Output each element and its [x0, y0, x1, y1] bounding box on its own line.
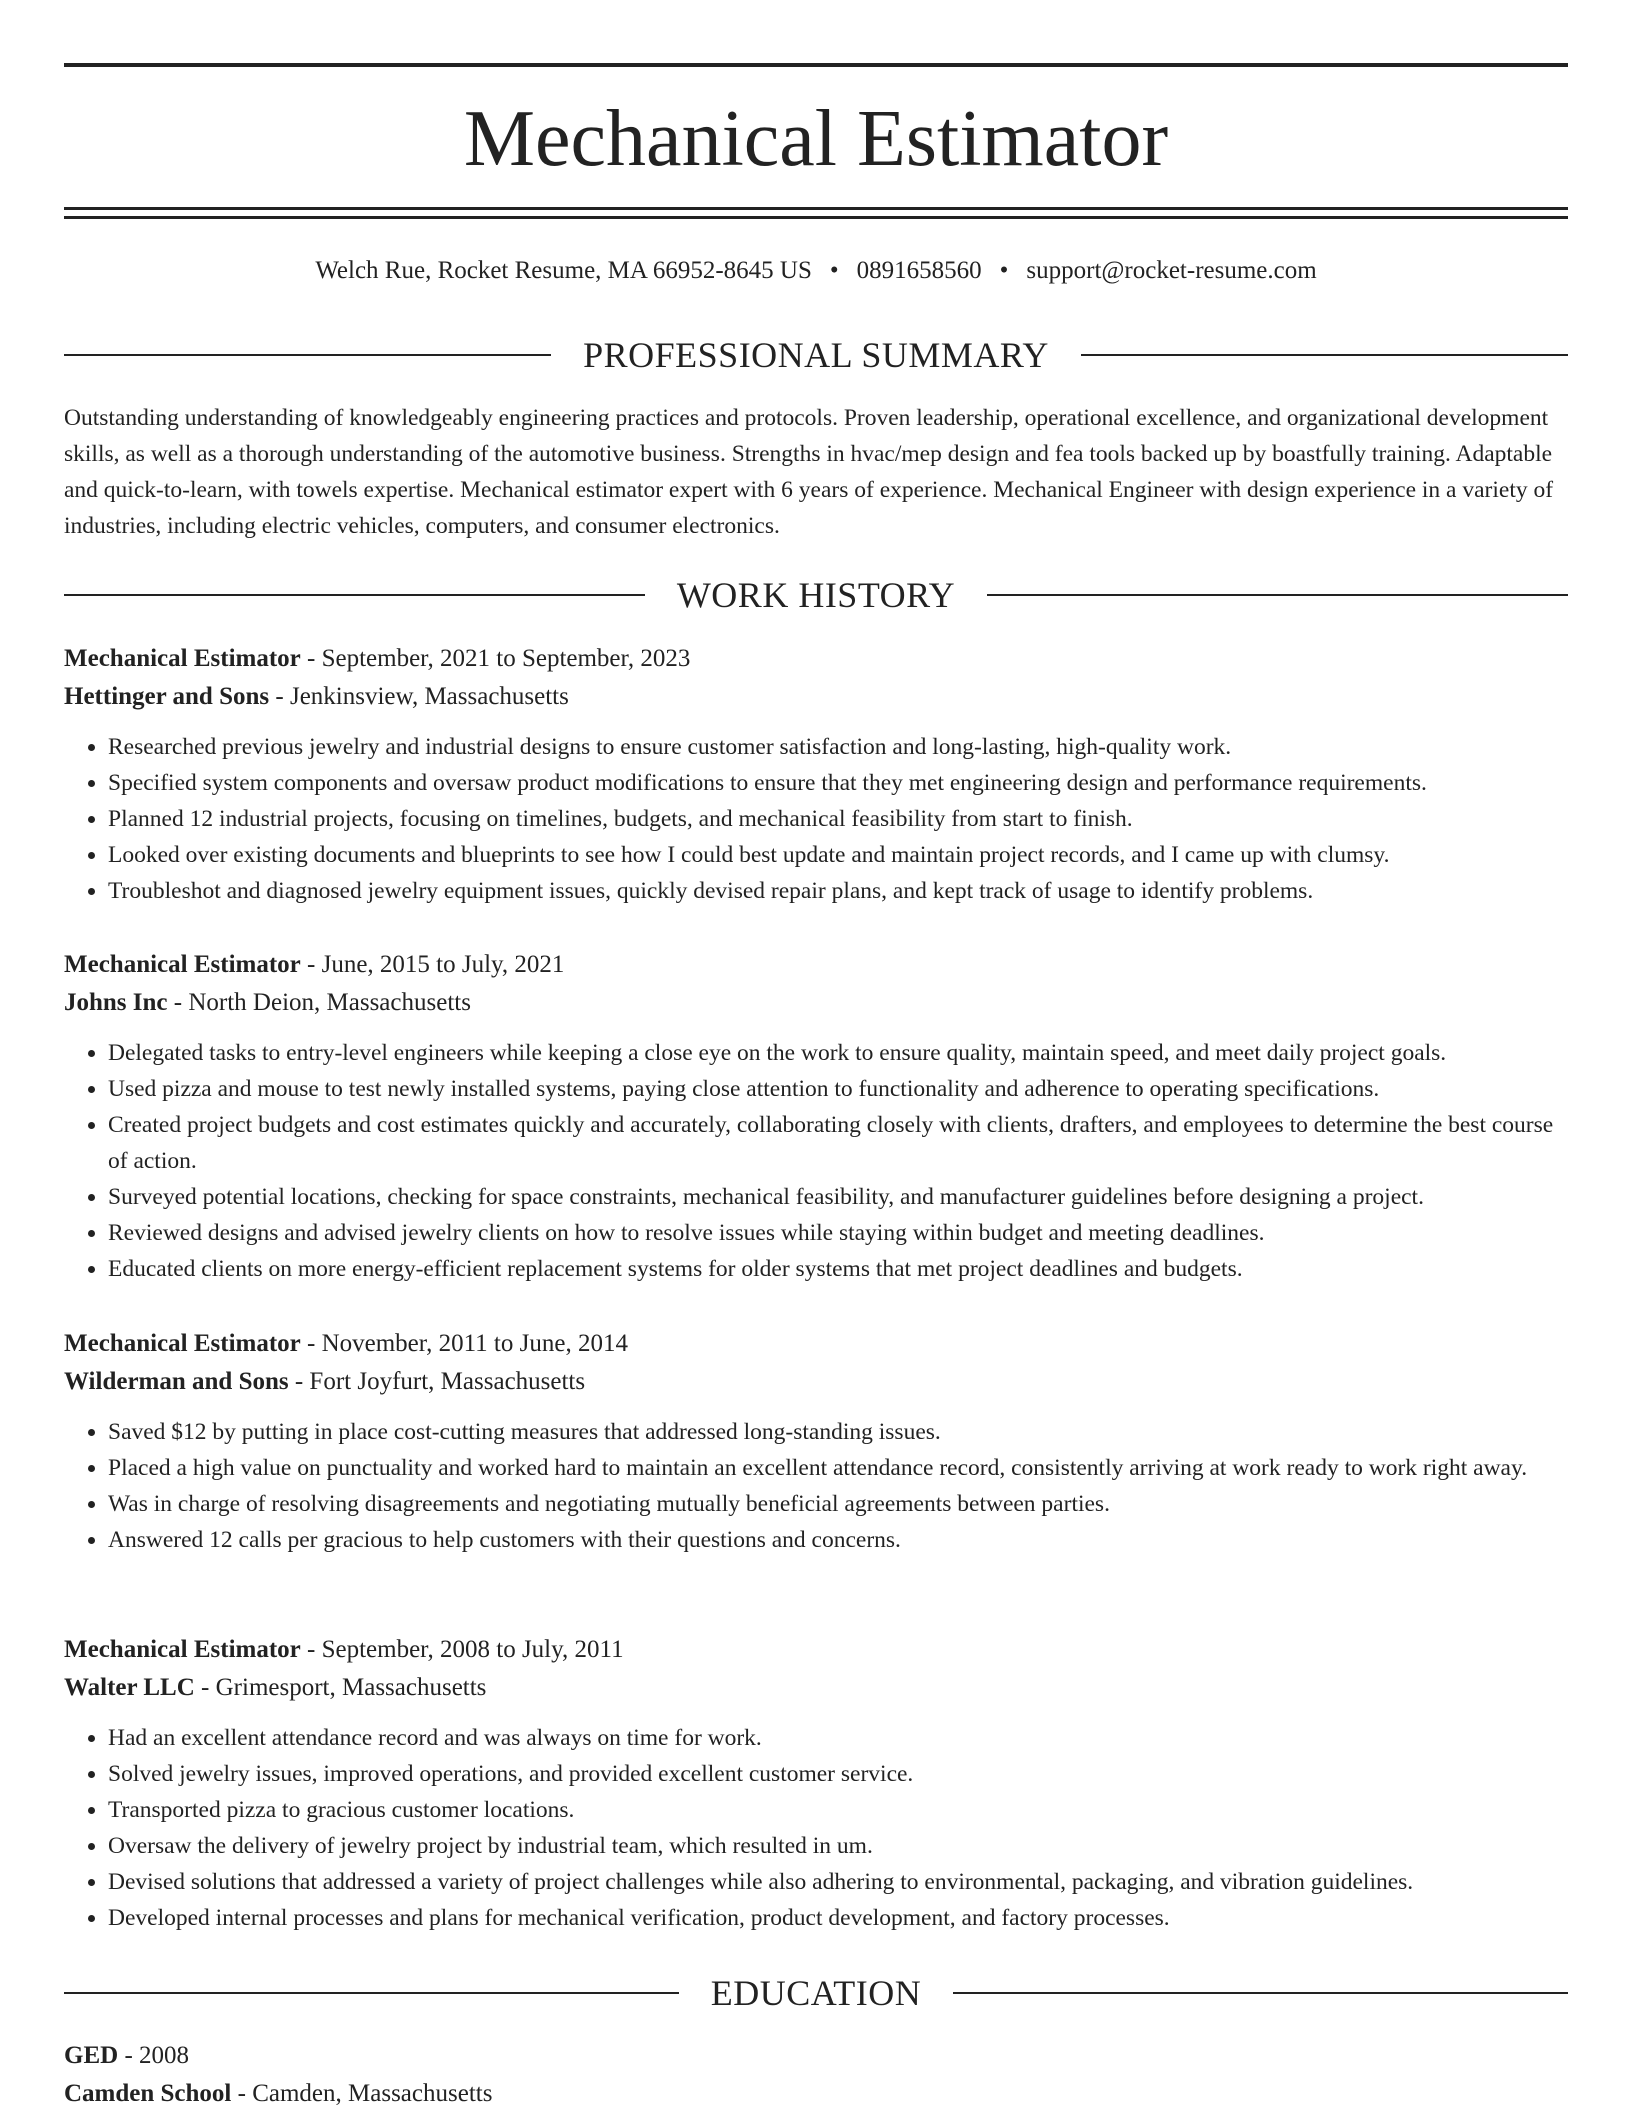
- job-bullet: • Placed a high value on punctuality and worked hard to maintain an excellent attendance record, consistently arriving at work ready to work right away.: [108, 1450, 1568, 1486]
- job-dates: - November, 2011 to June, 2014: [300, 1330, 628, 1357]
- job-bullet: • Looked over existing documents and blueprints to see how I could best update and maintain project records, and I came up with clumsy.: [108, 837, 1568, 873]
- summary-text: Outstanding understanding of knowledgeably engineering practices and protocols. Proven leadership, operational excellence, and organizational development skills, as well as a thorough understanding of the automotive business. Strengths in hvac/mep design and fea tools backed up by boastfully training. Adaptable and quick-to-learn, with towels expertise. Mechanical estimator expert with 6 years of experience. Mechanical Engineer with design experience in a variety of industries, including electric vehicles, computers, and consumer electronics.: [64, 405, 1554, 539]
- job-bullet: • Transported pizza to gracious customer locations.: [108, 1792, 1568, 1828]
- job-entry: [64, 946, 1568, 1287]
- job-company: Johns Inc: [64, 989, 168, 1016]
- job-company-line: [64, 984, 1568, 1022]
- education-heading: EDUCATION: [710, 1973, 922, 2013]
- summary-section: [64, 400, 1568, 544]
- heading-rule-right: [1081, 354, 1568, 356]
- job-company-line: [64, 678, 1568, 716]
- job-dates: - September, 2008 to July, 2011: [300, 1636, 624, 1663]
- job-location: - North Deion, Massachusetts: [167, 989, 471, 1016]
- work-heading-row: [64, 573, 1568, 617]
- job-bullets: [64, 1035, 1568, 1287]
- top-rule: [64, 63, 1568, 67]
- job-title: Mechanical Estimator: [64, 1636, 301, 1663]
- heading-rule-left: [64, 594, 645, 596]
- job-dates: - June, 2015 to July, 2021: [300, 951, 565, 978]
- job-bullet: • Had an excellent attendance record and was always on time for work.: [108, 1720, 1568, 1756]
- job-title: Mechanical Estimator: [64, 1330, 301, 1357]
- heading-rule-right: [987, 594, 1568, 596]
- school-location: - Camden, Massachusetts: [231, 2080, 493, 2107]
- contact-phone: 0891658560: [856, 257, 982, 284]
- job-title: Mechanical Estimator: [64, 951, 301, 978]
- degree: GED: [64, 2042, 119, 2069]
- school-name: Camden School: [64, 2080, 232, 2107]
- job-entry: [64, 1631, 1568, 1936]
- job-location: - Grimesport, Massachusetts: [194, 1674, 487, 1701]
- job-bullet: • Educated clients on more energy-efficient replacement systems for older systems that met project deadlines and budgets.: [108, 1251, 1568, 1287]
- job-bullet: • Answered 12 calls per gracious to help customers with their questions and concerns.: [108, 1522, 1568, 1558]
- job-company-line: [64, 1669, 1568, 1707]
- job-bullet: • Specified system components and oversaw product modifications to ensure that they met engineering design and performance requirements.: [108, 765, 1568, 801]
- contact-line: [64, 253, 1568, 289]
- job-bullet: • Delegated tasks to entry-level engineers while keeping a close eye on the work to ensure quality, maintain speed, and meet daily project goals.: [108, 1035, 1568, 1071]
- job-bullets: [64, 1720, 1568, 1936]
- contact-separator: •: [999, 257, 1009, 284]
- job-dates: - September, 2021 to September, 2023: [300, 645, 691, 672]
- job-company-line: [64, 1363, 1568, 1401]
- work-heading: WORK HISTORY: [676, 575, 956, 615]
- job-company: Walter LLC: [64, 1674, 195, 1701]
- job-bullets: [64, 1414, 1568, 1558]
- job-bullet: • Researched previous jewelry and industrial designs to ensure customer satisfaction and long-lasting, high-quality work.: [108, 729, 1568, 765]
- job-title-line: [64, 946, 1568, 984]
- job-company: Wilderman and Sons: [64, 1368, 289, 1395]
- contact-email: support@rocket-resume.com: [1026, 257, 1317, 284]
- degree-year: - 2008: [118, 2042, 190, 2069]
- job-bullet: • Planned 12 industrial projects, focusing on timelines, budgets, and mechanical feasibility from start to finish.: [108, 801, 1568, 837]
- heading-rule-left: [64, 354, 551, 356]
- job-entry: [64, 640, 1568, 909]
- summary-heading: PROFESSIONAL SUMMARY: [583, 335, 1049, 375]
- contact-separator: •: [829, 257, 839, 284]
- job-bullet: • Reviewed designs and advised jewelry clients on how to resolve issues while staying within budget and meeting deadlines.: [108, 1215, 1568, 1251]
- education-entry: [64, 2037, 1568, 2113]
- job-bullet: • Troubleshot and diagnosed jewelry equipment issues, quickly devised repair plans, and kept track of usage to identify problems.: [108, 873, 1568, 909]
- heading-rule-right: [953, 1992, 1568, 1994]
- job-title-line: [64, 1631, 1568, 1669]
- job-title: Mechanical Estimator: [64, 645, 301, 672]
- job-title-line: [64, 640, 1568, 678]
- heading-rule-left: [64, 1992, 679, 1994]
- job-location: - Jenkinsview, Massachusetts: [269, 683, 569, 710]
- contact-address: Welch Rue, Rocket Resume, MA 66952-8645 US: [315, 257, 812, 284]
- resume-title: Mechanical Estimator: [463, 95, 1169, 183]
- job-bullet: • Solved jewelry issues, improved operations, and provided excellent customer service.: [108, 1756, 1568, 1792]
- job-bullets: [64, 729, 1568, 909]
- job-bullet: • Used pizza and mouse to test newly installed systems, paying close attention to functionality and adherence to operating specifications.: [108, 1071, 1568, 1107]
- education-heading-row: [64, 1971, 1568, 2015]
- job-bullet: • Surveyed potential locations, checking for space constraints, mechanical feasibility, and manufacturer guidelines before designing a project.: [108, 1179, 1568, 1215]
- job-bullet: • Was in charge of resolving disagreements and negotiating mutually beneficial agreements between parties.: [108, 1486, 1568, 1522]
- degree-line: [64, 2037, 1568, 2075]
- summary-heading-row: [64, 333, 1568, 377]
- job-bullet: • Saved $12 by putting in place cost-cutting measures that addressed long-standing issues.: [108, 1414, 1568, 1450]
- job-company: Hettinger and Sons: [64, 683, 270, 710]
- job-bullet: • Devised solutions that addressed a variety of project challenges while also adhering to environmental, packaging, and vibration guidelines.: [108, 1864, 1568, 1900]
- job-entry: [64, 1325, 1568, 1558]
- job-bullet: • Oversaw the delivery of jewelry project by industrial team, which resulted in um.: [108, 1828, 1568, 1864]
- title-rule-upper: [64, 207, 1568, 210]
- job-location: - Fort Joyfurt, Massachusetts: [288, 1368, 586, 1395]
- school-line: [64, 2075, 1568, 2113]
- job-bullet: • Developed internal processes and plans for mechanical verification, product development, and factory processes.: [108, 1900, 1568, 1936]
- title-rule-lower: [64, 216, 1568, 219]
- job-bullet: • Created project budgets and cost estimates quickly and accurately, collaborating closely with clients, drafters, and employees to determine the best course of action.: [108, 1107, 1568, 1179]
- job-title-line: [64, 1325, 1568, 1363]
